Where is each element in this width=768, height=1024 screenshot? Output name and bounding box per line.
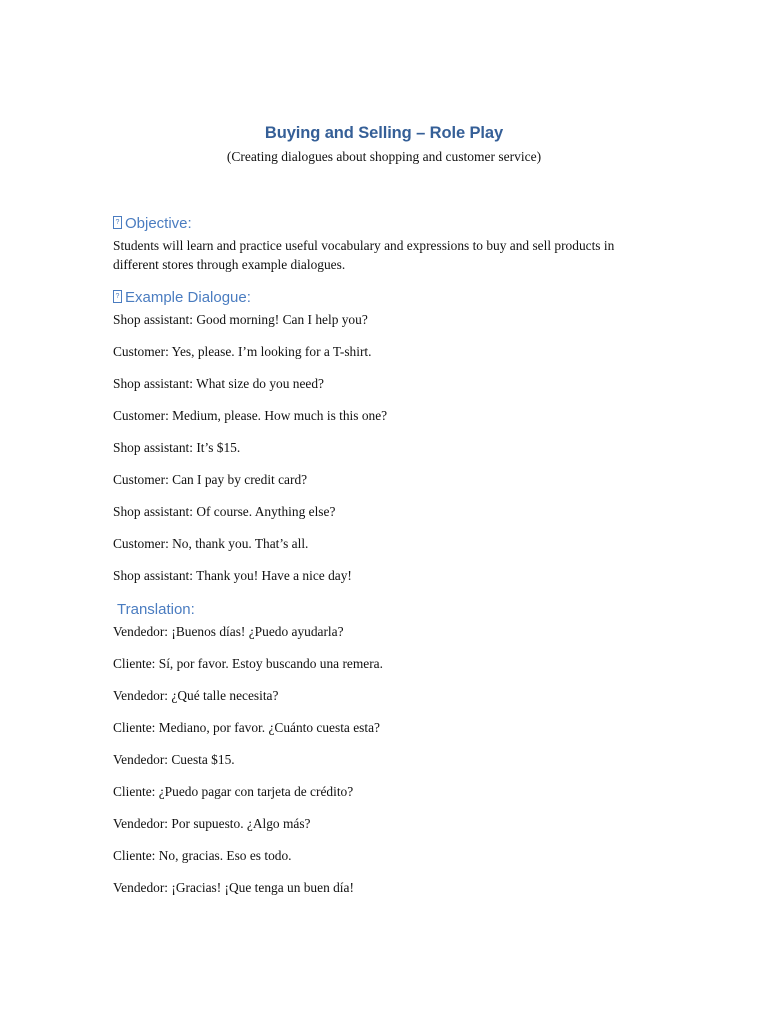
- dialogue-line: Shop assistant: It’s $15.: [113, 440, 241, 455]
- dialogue-line: Shop assistant: What size do you need?: [113, 376, 324, 391]
- translation-line: Vendedor: ¡Gracias! ¡Que tenga un buen día!: [113, 880, 354, 895]
- objective-heading-label: Objective:: [125, 215, 192, 232]
- dialogue-line: Shop assistant: Thank you! Have a nice day!: [113, 568, 352, 583]
- dialogue-line: Customer: No, thank you. That’s all.: [113, 536, 309, 551]
- translation-line: Cliente: No, gracias. Eso es todo.: [113, 848, 292, 863]
- translation-line: Cliente: ¿Puedo pagar con tarjeta de crédito?: [113, 784, 354, 799]
- document-title: Buying and Selling – Role Play: [264, 124, 504, 142]
- dialogue-line: Shop assistant: Good morning! Can I help you?: [113, 312, 368, 327]
- objective-text: Students will learn and practice useful vocabulary and expressions to buy and sell products in different stores through example dialogues.: [113, 238, 615, 272]
- translation-line: Vendedor: Por supuesto. ¿Algo más?: [113, 816, 311, 831]
- translation-line: Cliente: Sí, por favor. Estoy buscando una remera.: [113, 656, 383, 671]
- translation-line: Vendedor: ¿Qué talle necesita?: [113, 688, 279, 703]
- example-dialogue-heading: [113, 289, 251, 306]
- translation-line: Cliente: Mediano, por favor. ¿Cuánto cuesta esta?: [113, 720, 380, 735]
- dialogue-line: Customer: Can I pay by credit card?: [113, 472, 308, 487]
- translation-line: Vendedor: ¡Buenos días! ¿Puedo ayudarla?: [113, 624, 344, 639]
- translation-heading: [117, 601, 195, 618]
- dialogue-line: Customer: Yes, please. I’m looking for a T-shirt.: [113, 344, 372, 359]
- dialogue-line: Shop assistant: Of course. Anything else?: [113, 504, 336, 519]
- translation-line: Vendedor: Cuesta $15.: [113, 752, 235, 767]
- objective-heading: [113, 215, 192, 232]
- dialogue-line: Customer: Medium, please. How much is this one?: [113, 408, 388, 423]
- document-subtitle: (Creating dialogues about shopping and customer service): [226, 149, 542, 164]
- missing-glyph-icon: [113, 290, 122, 303]
- example-dialogue-heading-label: Example Dialogue:: [125, 289, 251, 306]
- missing-glyph-icon: [113, 216, 122, 229]
- translation-heading-label: Translation:: [117, 601, 195, 618]
